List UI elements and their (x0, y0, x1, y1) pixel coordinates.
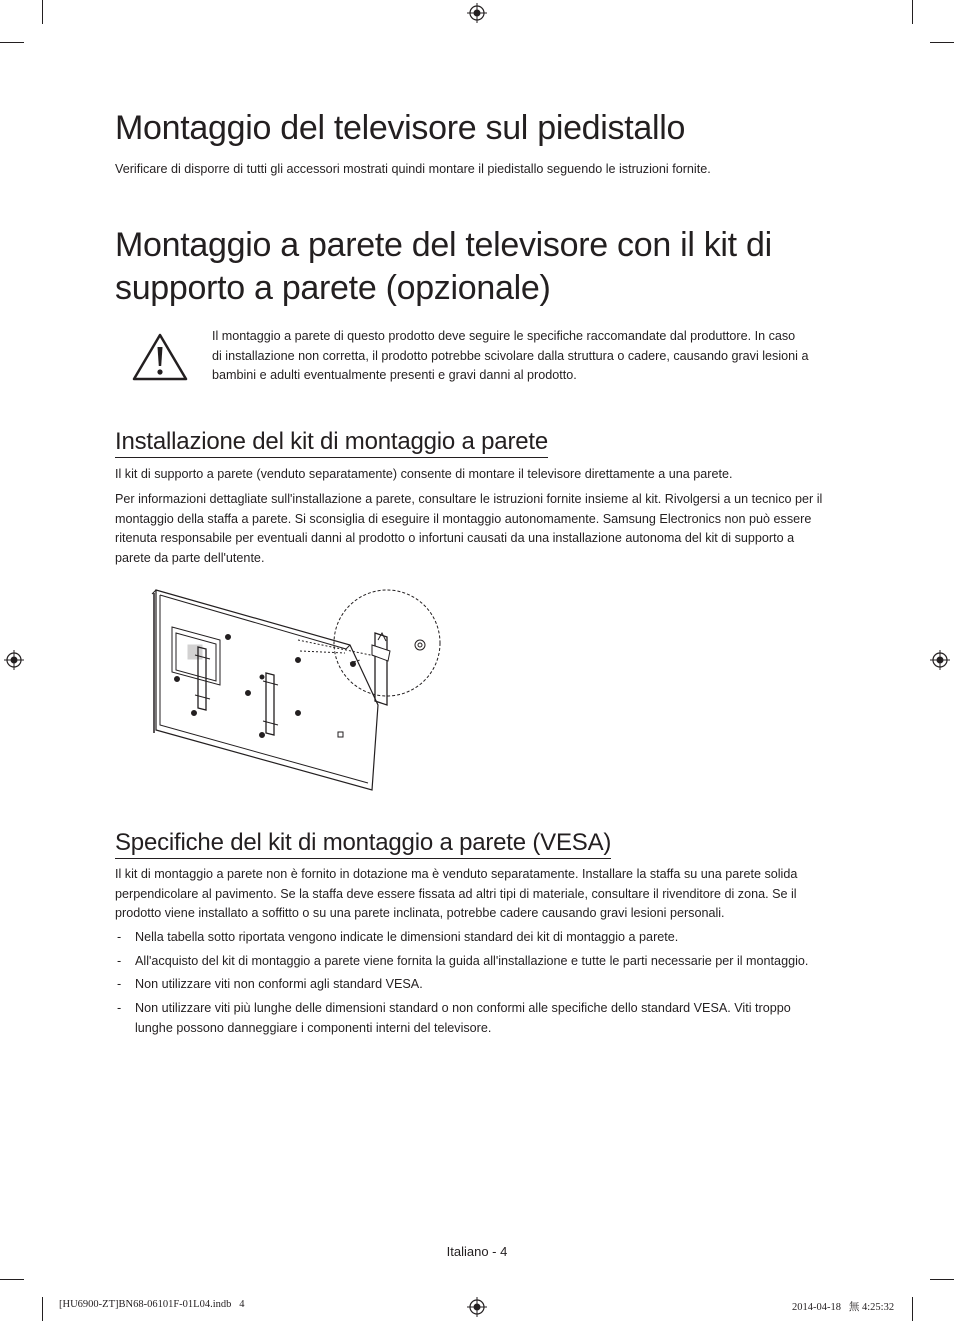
warning-line: Il montaggio a parete di questo prodotto deve seguire le specifiche raccomandate dal produttore. In caso (212, 329, 796, 343)
bullet-dash: - (117, 930, 122, 944)
bullet-dash: - (117, 954, 122, 968)
warning-line: bambini e adulti eventualmente presenti e gravi danni al prodotto. (212, 368, 577, 382)
warning-triangle-icon (131, 332, 189, 382)
crop-mark (42, 1297, 43, 1321)
crop-mark (930, 1279, 954, 1280)
list-item-text (135, 999, 845, 1038)
bullet-dash: - (117, 1001, 122, 1015)
intro-text: Verificare di disporre di tutti gli accessori mostrati quindi montare il piedistallo seguendo le istruzioni fornite. (115, 162, 711, 176)
bullet-dash: - (117, 977, 122, 991)
list-item-line: Non utilizzare viti più lunghe delle dimensioni standard o non conformi alle specifiche dello standard VESA. Viti troppo (135, 1001, 791, 1015)
print-slug-left: [HU6900-ZT]BN68-06101F-01L04.indb 4 (59, 1299, 245, 1310)
registration-mark-icon (930, 650, 950, 670)
paragraph-line: perpendicolare al pavimento. Se la staffa deve essere fissata ad altri tipi di materiale, consultare il rivenditore di zona. Se il (115, 886, 797, 901)
registration-mark-icon (467, 1297, 487, 1317)
paragraph: Il kit di supporto a parete (venduto separatamente) consente di montare il televisore direttamente a una parete. (115, 467, 733, 481)
section-title-line: Montaggio a parete del televisore con il kit di (115, 226, 772, 264)
list-item-text: All'acquisto del kit di montaggio a parete viene fornita la guida all'installazione e tutte le parti necessarie per il montaggio. (135, 954, 809, 968)
crop-mark (0, 42, 24, 43)
page-title: Montaggio del televisore sul piedistallo (115, 109, 686, 147)
registration-mark-icon (467, 3, 487, 23)
section-heading: Specifiche del kit di montaggio a parete (VESA) (115, 828, 611, 859)
list-item-text: Nella tabella sotto riportata vengono indicate le dimensioni standard dei kit di montaggio a parete. (135, 930, 679, 944)
crop-mark (912, 0, 913, 24)
paragraph (115, 490, 840, 568)
section-title-line: supporto a parete (opzionale) (115, 269, 551, 307)
registration-mark-icon (4, 650, 24, 670)
paragraph (115, 865, 840, 924)
print-slug-right: 2014-04-18 無 4:25:32 (792, 1302, 895, 1313)
paragraph-line: parete da parte dell'utente. (115, 550, 265, 565)
crop-mark (930, 42, 954, 43)
warning-text (212, 327, 842, 386)
list-item-text: Non utilizzare viti non conformi agli standard VESA. (135, 977, 423, 991)
crop-mark (912, 1297, 913, 1321)
crop-mark (42, 0, 43, 24)
paragraph-line: Il kit di montaggio a parete non è fornito in dotazione ma è venduto separatamente. Installare la staffa su una parete solida (115, 867, 798, 881)
warning-line: di installazione non corretta, il prodotto potrebbe scivolare dalla struttura o cadere, causando gravi lesioni a (212, 348, 809, 363)
section-heading: Installazione del kit di montaggio a parete (115, 427, 548, 458)
paragraph-line: montaggio della staffa a parete. Si sconsiglia di eseguire il montaggio autonomamente. Samsung Electronics non può essere (115, 511, 812, 526)
paragraph-line: Per informazioni dettagliate sull'installazione a parete, consultare le istruzioni fornite insieme al kit. Rivolgersi a un tecnico per il (115, 492, 823, 506)
paragraph-line: prodotto viene installato a soffitto o su una parete inclinata, potrebbe cadere causando gravi lesioni personali. (115, 906, 725, 920)
paragraph-line: ritenuta responsabile per eventuali danni al prodotto o infortuni causati da una installazione autonoma del kit di supporto a (115, 531, 795, 545)
list-item-line: lunghe possono danneggiare i componenti interni del televisore. (135, 1020, 492, 1035)
page-number: Italiano - 4 (446, 1244, 508, 1259)
wall-mount-illustration (150, 585, 450, 795)
crop-mark (0, 1279, 24, 1280)
